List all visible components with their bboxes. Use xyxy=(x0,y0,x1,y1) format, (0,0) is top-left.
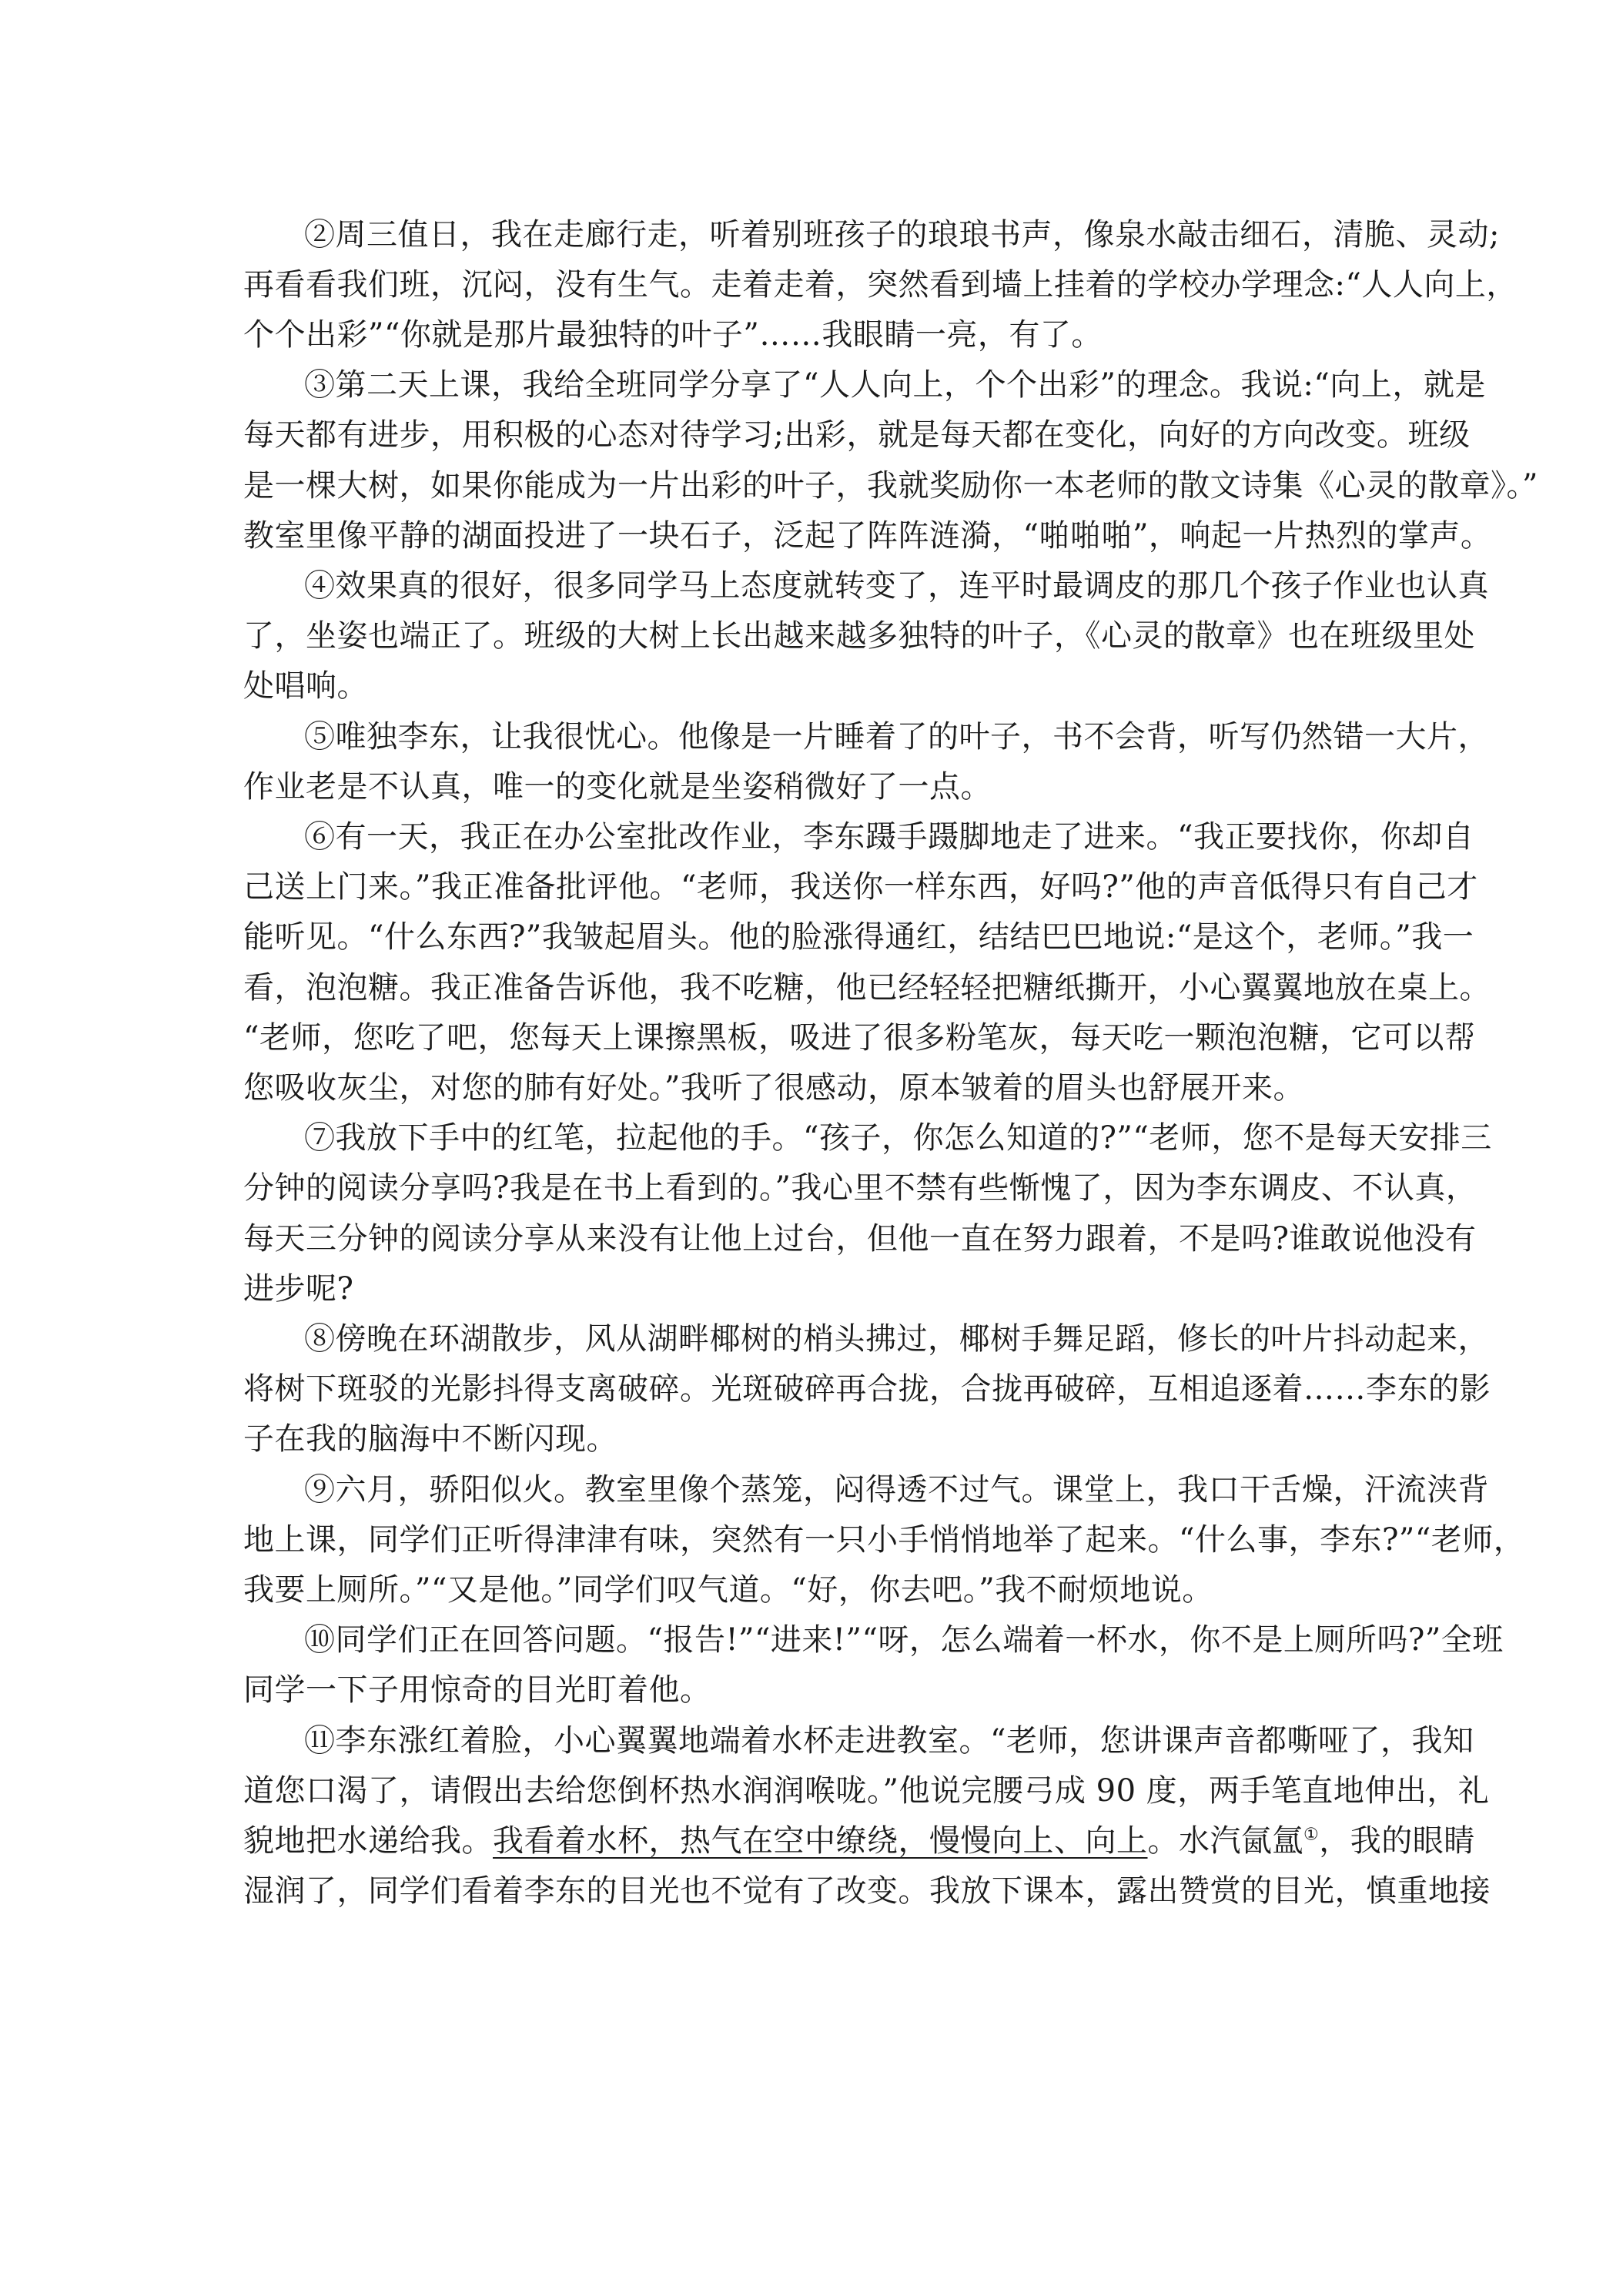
paragraph-10-line-2: 同学一下子用惊奇的目光盯着他。 xyxy=(243,1672,711,1708)
paragraph-4-line-1: ④效果真的很好，很多同学马上态度就转变了，连平时最调皮的那几个孩子作业也认真 xyxy=(304,568,1489,604)
paragraph-2-line-2: 再看看我们班，沉闷，没有生气。走着走着，突然看到墙上挂着的学校办学理念:“人人向上， xyxy=(243,267,1518,303)
paragraph-11-line-3 xyxy=(243,1822,1475,1860)
footnote-marker: ① xyxy=(1303,1825,1320,1845)
paragraph-6-line-4: 看，泡泡糖。我正准备告诉他，我不吃糖，他已经轻轻把糖纸撕开，小心翼翼地放在桌上。 xyxy=(243,970,1491,1006)
paragraph-4-line-2: 了，坐姿也端正了。班级的大树上长出越来越多独特的叶子，《心灵的散章》也在班级里处 xyxy=(243,618,1475,654)
paragraph-6-line-6: 您吸收灰尘，对您的肺有好处。”我听了很感动，原本皱着的眉头也舒展开来。 xyxy=(243,1070,1304,1106)
paragraph-6-line-1: ⑥有一天，我正在办公室批改作业，李东蹑手蹑脚地走了进来。“我正要找你，你却自 xyxy=(304,819,1474,855)
paragraph-9-line-2: 地上课，同学们正听得津津有味，突然有一只小手悄悄地举了起来。“什么事，李东?”“老师， xyxy=(243,1522,1525,1558)
paragraph-9-line-3: 我要上厕所。”“又是他。”同学们叹气道。“好，你去吧。”我不耐烦地说。 xyxy=(243,1572,1213,1608)
paragraph-5-line-1: ⑤唯独李东，让我很忧心。他像是一片睡着了的叶子，书不会背，听写仍然错一大片， xyxy=(304,719,1489,755)
paragraph-3-line-3: 是一棵大树，如果你能成为一片出彩的叶子，我就奖励你一本老师的散文诗集《心灵的散章》。” xyxy=(243,468,1538,504)
paragraph-7-line-4: 进步呢? xyxy=(243,1271,354,1307)
paragraph-3-line-1: ③第二天上课，我给全班同学分享了“人人向上，个个出彩”的理念。我说:“向上，就是 xyxy=(304,367,1486,403)
underlined-sentence: 我看着水杯，热气在空中缭绕，慢慢向上、向上 xyxy=(493,1823,1148,1859)
paragraph-11-line-3-tail: ，我的眼睛 xyxy=(1319,1823,1475,1859)
paragraph-11-line-3-after: 。水汽氤氲 xyxy=(1147,1823,1303,1859)
paragraph-5-line-2: 作业老是不认真，唯一的变化就是坐姿稍微好了一点。 xyxy=(243,769,992,805)
paragraph-2-line-3: 个个出彩”“你就是那片最独特的叶子”……我眼睛一亮，有了。 xyxy=(243,317,1103,353)
paragraph-6-line-5: “老师，您吃了吧，您每天上课擦黑板，吸进了很多粉笔灰，每天吃一颗泡泡糖，它可以帮 xyxy=(243,1020,1476,1056)
paragraph-7-line-3: 每天三分钟的阅读分享从来没有让他上过台，但他一直在努力跟着，不是吗?谁敢说他没有 xyxy=(243,1221,1477,1257)
paragraph-11-line-2: 道您口渴了，请假出去给您倒杯热水润润喉咙。”他说完腰弓成 90 度，两手笔直地伸出，礼 xyxy=(243,1773,1490,1809)
paragraph-3-line-4: 教室里像平静的湖面投进了一块石子，泛起了阵阵涟漪，“啪啪啪”，响起一片热烈的掌声。 xyxy=(243,518,1492,554)
paragraph-8-line-1: ⑧傍晚在环湖散步，风从湖畔椰树的梢头拂过，椰树手舞足蹈，修长的叶片抖动起来， xyxy=(304,1321,1489,1357)
paragraph-4-line-3: 处唱响。 xyxy=(243,668,368,704)
paragraph-6-line-3: 能听见。“什么东西?”我皱起眉头。他的脸涨得通红，结结巴巴地说:“是这个，老师。”我一 xyxy=(243,919,1474,955)
paragraph-7-line-2: 分钟的阅读分享吗?我是在书上看到的。”我心里不禁有些惭愧了，因为李东调皮、不认真， xyxy=(243,1170,1477,1206)
paragraph-3-line-2: 每天都有进步，用积极的心态对待学习;出彩，就是每天都在变化，向好的方向改变。班级 xyxy=(243,417,1471,453)
paragraph-9-line-1: ⑨六月，骄阳似火。教室里像个蒸笼，闷得透不过气。课堂上，我口干舌燥，汗流浃背 xyxy=(304,1472,1489,1508)
paragraph-11-line-4: 湿润了，同学们看着李东的目光也不觉有了改变。我放下课本，露出赞赏的目光，慎重地接 xyxy=(243,1873,1491,1909)
paragraph-11-line-3-before: 貌地把水递给我。 xyxy=(243,1823,493,1859)
paragraph-6-line-2: 己送上门来。”我正准备批评他。“老师，我送你一样东西，好吗?”他的声音低得只有自己才 xyxy=(243,869,1478,905)
paragraph-2-line-1: ②周三值日，我在走廊行走，听着别班孩子的琅琅书声，像泉水敲击细石，清脆、灵动; xyxy=(304,217,1500,253)
paragraph-8-line-3: 子在我的脑海中不断闪现。 xyxy=(243,1421,617,1457)
paragraph-8-line-2: 将树下斑驳的光影抖得支离破碎。光斑破碎再合拢，合拢再破碎，互相追逐着……李东的影 xyxy=(243,1371,1491,1407)
paragraph-7-line-1: ⑦我放下手中的红笔，拉起他的手。“孩子，你怎么知道的?”“老师，您不是每天安排三 xyxy=(304,1120,1492,1156)
paragraph-11-line-1: ⑪李东涨红着脸，小心翼翼地端着水杯走进教室。“老师，您讲课声音都嘶哑了，我知 xyxy=(304,1723,1474,1759)
paragraph-10-line-1: ⑩同学们正在回答问题。“报告!”“进来!”“呀，怎么端着一杯水，你不是上厕所吗?”全班 xyxy=(304,1622,1504,1658)
